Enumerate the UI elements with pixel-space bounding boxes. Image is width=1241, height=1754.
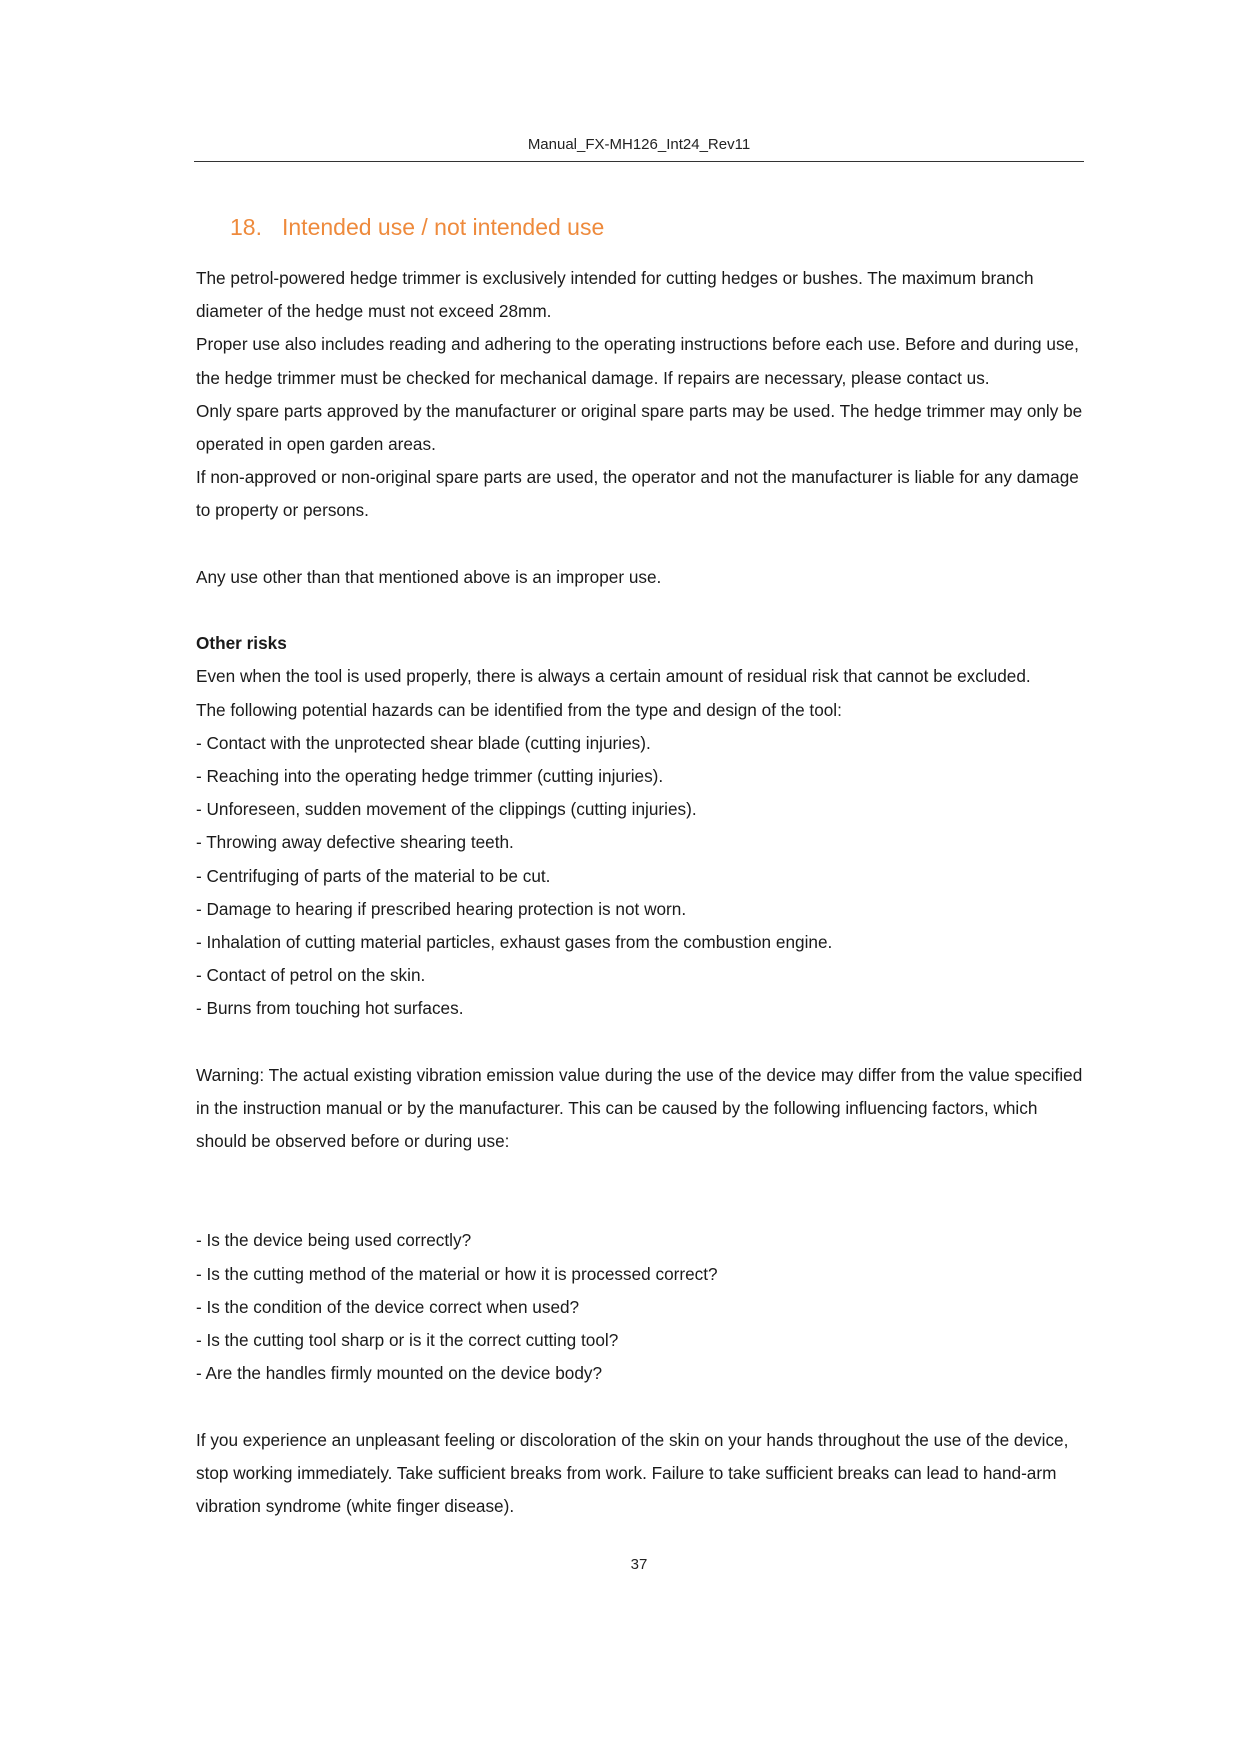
risk-item: - Unforeseen, sudden movement of the clippings (cutting injuries).	[196, 799, 697, 820]
risk-item: - Reaching into the operating hedge trimmer (cutting injuries).	[196, 766, 664, 787]
other-risks-heading: Other risks	[196, 633, 287, 654]
page-content	[196, 262, 1086, 1523]
risk-item: - Damage to hearing if prescribed hearing protection is not worn.	[196, 898, 687, 919]
risk-item: - Centrifuging of parts of the material to be cut.	[196, 865, 551, 886]
risk-item: - Burns from touching hot surfaces.	[196, 998, 464, 1019]
risk-item: - Throwing away defective shearing teeth.	[196, 832, 514, 853]
paragraph-intended-use-1: The petrol-powered hedge trimmer is exclusively intended for cutting hedges or bushes. The maximum branch diameter of the hedge must not exceed 28mm.	[196, 268, 1034, 322]
risk-item: - Contact of petrol on the skin.	[196, 965, 426, 986]
risk-item: - Contact with the unprotected shear blade (cutting injuries).	[196, 732, 651, 753]
other-risks-intro-1: Even when the tool is used properly, there is always a certain amount of residual risk that cannot be excluded.	[196, 666, 1031, 687]
check-item: - Is the cutting method of the material or how it is processed correct?	[196, 1263, 718, 1284]
paragraph-intended-use-4: If non-approved or non-original spare parts are used, the operator and not the manufacturer is liable for any damage to property or persons.	[196, 467, 1079, 521]
paragraph-warning: Warning: The actual existing vibration emission value during the use of the device may differ from the value specified in the instruction manual or by the manufacturer. This can be caused by the following influencing factors, which should be observed before or during use:	[196, 1064, 1083, 1152]
paragraph-intended-use-2: Proper use also includes reading and adhering to the operating instructions before each use. Before and during use, the hedge trimmer must be checked for mechanical damage. If repairs are necessary, please contact us.	[196, 334, 1079, 388]
paragraph-closing: If you experience an unpleasant feeling or discoloration of the skin on your hands throughout the use of the device, stop working immediately. Take sufficient breaks from work. Failure to take sufficient breaks can lead to hand-arm vibration syndrome (white finger disease).	[196, 1429, 1069, 1517]
check-item: - Is the condition of the device correct when used?	[196, 1296, 580, 1317]
section-title-text: Intended use / not intended use	[282, 214, 605, 240]
check-item: - Is the cutting tool sharp or is it the correct cutting tool?	[196, 1330, 619, 1351]
paragraph-intended-use-3: Only spare parts approved by the manufacturer or original spare parts may be used. The hedge trimmer may only be operated in open garden areas.	[196, 400, 1083, 455]
header-divider	[194, 161, 1084, 162]
risk-item: - Inhalation of cutting material particles, exhaust gases from the combustion engine.	[196, 932, 833, 953]
document-header: Manual_FX-MH126_Int24_Rev11	[527, 136, 751, 153]
page-number: 37	[630, 1556, 648, 1573]
paragraph-improper-use: Any use other than that mentioned above is an improper use.	[196, 566, 662, 587]
check-item: - Is the device being used correctly?	[196, 1230, 472, 1251]
section-title	[230, 214, 604, 241]
other-risks-intro-2: The following potential hazards can be identified from the type and design of the tool:	[196, 699, 842, 720]
section-number: 18.	[230, 214, 262, 240]
check-item: - Are the handles firmly mounted on the device body?	[196, 1363, 603, 1384]
